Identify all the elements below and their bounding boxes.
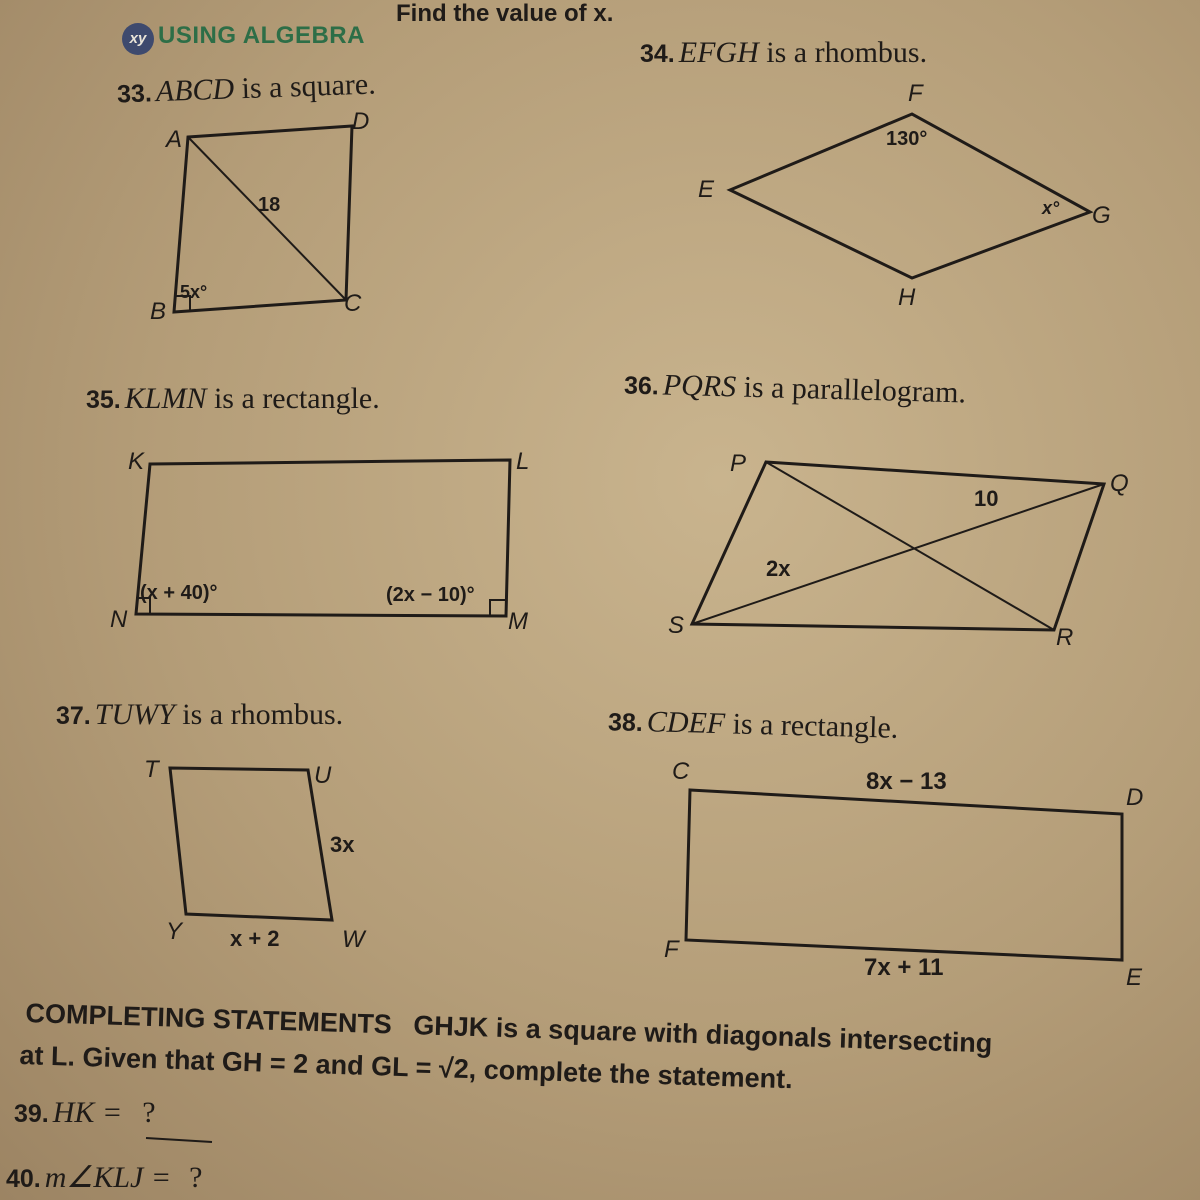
right-angle-marker <box>490 600 506 616</box>
vertex-label-s: S <box>668 612 685 639</box>
vertex-label-r: R <box>1056 624 1074 651</box>
diagonal-ac <box>188 137 346 300</box>
vertex-label-y: Y <box>166 918 183 945</box>
vertex-label-k: K <box>128 448 145 475</box>
diagonal-qs <box>692 484 1104 624</box>
rhombus-tuwy <box>170 768 332 920</box>
problem-text: is a rectangle. <box>732 707 899 745</box>
figure-name: PQRS <box>662 368 737 404</box>
answer-blank: ? <box>142 1096 156 1129</box>
instruction: Find the value of x. <box>396 0 614 27</box>
bottom-side-length: 7x + 11 <box>864 954 944 981</box>
figure-name: TUWY <box>94 698 175 731</box>
vertex-label-d: D <box>1126 784 1144 811</box>
completing-statements-line2: at L. Given that GH = 2 and GL = √2, complete the statement. <box>19 1040 794 1095</box>
vertex-label-c: C <box>672 758 690 785</box>
side-uw-length: 3x <box>330 832 355 857</box>
vertex-label-t: T <box>144 756 159 783</box>
angle-label: 5x° <box>180 282 208 302</box>
question-39 <box>14 1096 156 1130</box>
vertex-label-d: D <box>352 108 370 135</box>
segment-s-length: 2x <box>766 556 791 581</box>
problem-text: is a rhombus. <box>766 36 928 69</box>
angle-m-label: (2x − 10)° <box>386 584 475 606</box>
vertex-label-e: E <box>698 176 715 203</box>
angle-g-label: x° <box>1042 198 1060 218</box>
question-text: HK = <box>52 1096 123 1129</box>
answer-blank: ? <box>189 1161 203 1194</box>
vertex-label-e: E <box>1126 964 1143 991</box>
question-text: m∠KLJ = <box>44 1161 172 1194</box>
vertex-label-f: F <box>664 936 679 963</box>
vertex-label-c: C <box>344 290 362 317</box>
parallelogram-pqrs <box>692 462 1104 630</box>
problem-number: 37. <box>56 702 91 730</box>
vertex-label-a: A <box>166 126 183 153</box>
problem-number: 34. <box>640 40 675 68</box>
diagonal-pr <box>766 462 1054 630</box>
vertex-label-h: H <box>898 284 916 311</box>
answer-blank-line <box>146 1138 212 1142</box>
angle-n-label: (x + 40)° <box>140 582 218 604</box>
top-side-length: 8x − 13 <box>866 768 947 795</box>
section-title: USING ALGEBRA <box>158 22 365 49</box>
figure-name: KLMN <box>124 382 207 415</box>
vertex-label-u: U <box>314 762 332 789</box>
vertex-label-q: Q <box>1110 470 1129 497</box>
vertex-label-n: N <box>110 606 128 633</box>
vertex-label-l: L <box>516 448 530 475</box>
question-number: 39. <box>14 1100 49 1128</box>
problem-text: is a rhombus. <box>182 698 344 731</box>
diagonal-length: 18 <box>258 194 281 216</box>
vertex-label-w: W <box>342 926 365 953</box>
problem-number: 35. <box>86 386 121 414</box>
question-40 <box>6 1160 202 1195</box>
rectangle-cdef <box>686 790 1122 960</box>
section-title: COMPLETING STATEMENTS <box>25 998 393 1040</box>
vertex-label-m: M <box>508 608 528 635</box>
vertex-label-f: F <box>908 80 923 107</box>
figure-name: CDEF <box>646 705 726 741</box>
vertex-label-g: G <box>1092 202 1111 229</box>
problem-number: 33. <box>116 79 153 109</box>
vertex-label-p: P <box>730 450 747 477</box>
problem-number: 36. <box>623 371 660 401</box>
figure-name: EFGH <box>678 36 759 69</box>
problem-text: is a square. <box>241 67 377 106</box>
segment-q-length: 10 <box>974 486 999 511</box>
problem-number: 38. <box>607 708 644 738</box>
problem-text: is a parallelogram. <box>743 370 967 410</box>
angle-f-label: 130° <box>886 128 928 150</box>
question-number: 40. <box>6 1165 41 1193</box>
algebra-badge-icon: xy <box>122 23 154 55</box>
side-yw-length: x + 2 <box>230 926 280 951</box>
figure-name: ABCD <box>155 72 235 109</box>
vertex-label-b: B <box>150 298 167 325</box>
problem-text: is a rectangle. <box>213 382 380 415</box>
statement-text: GHJK is a square with diagonals intersecting <box>412 1010 993 1059</box>
